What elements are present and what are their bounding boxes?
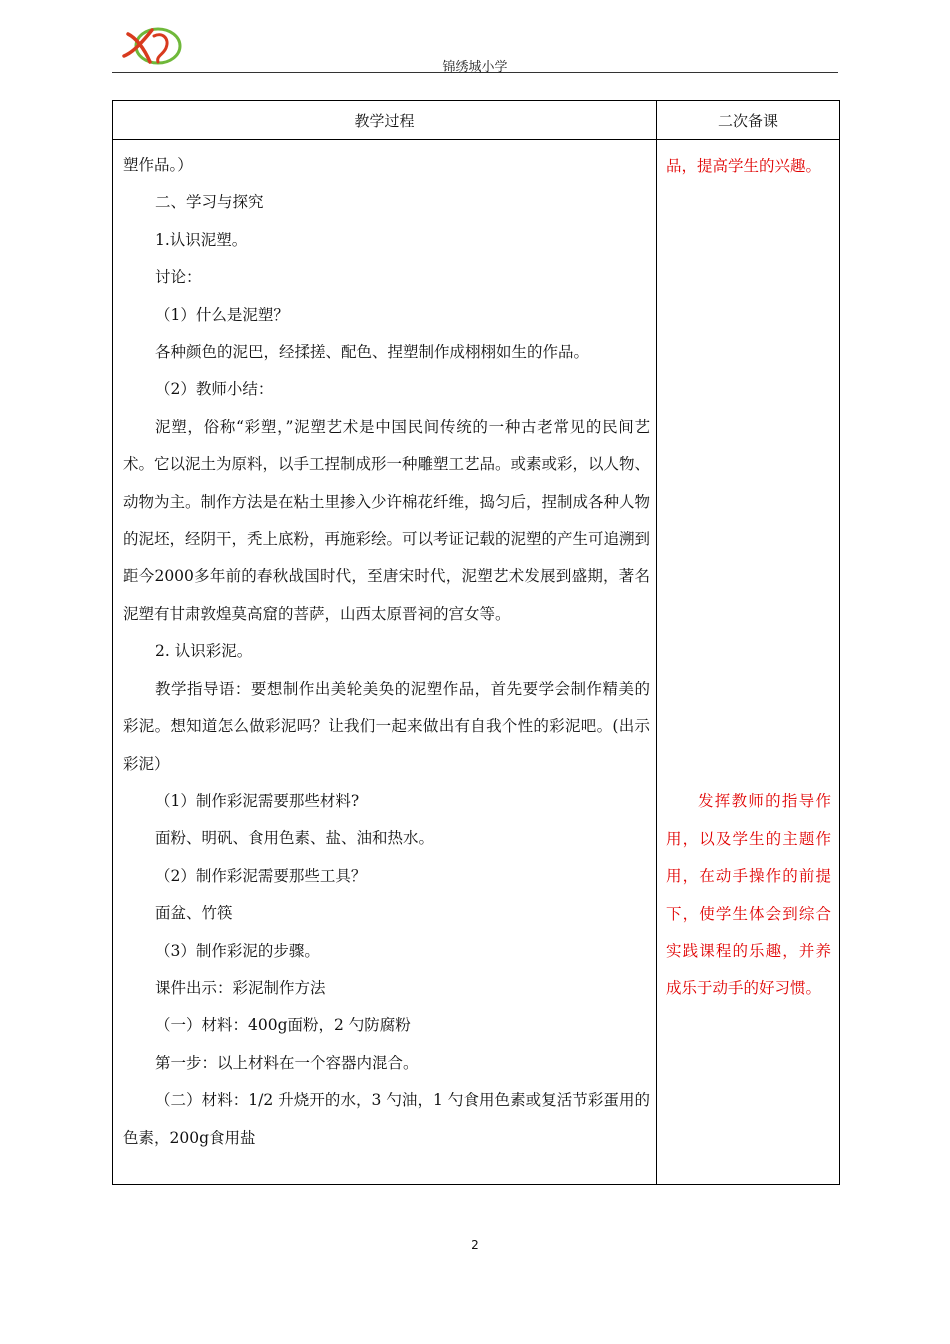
side-note: 发挥教师的指导作用，以及学生的主题作用，在动手操作的前提下，使学生体会到综合实践课程的乐趣，并养成乐于动手的好习惯。 bbox=[666, 792, 831, 998]
section-heading: 二、学习与探究 bbox=[155, 193, 264, 212]
col-side-header: 二次备课 bbox=[657, 101, 840, 140]
subsection-heading: 2. 认识彩泥。 bbox=[155, 642, 253, 661]
header-rule bbox=[112, 72, 838, 73]
subsection-heading: 1.认识泥塑。 bbox=[155, 230, 248, 249]
question: （2）教师小结： bbox=[155, 380, 274, 399]
teaching-process-cell bbox=[113, 140, 657, 1185]
lesson-table bbox=[112, 100, 840, 1185]
second-preparation-cell bbox=[657, 140, 840, 1185]
question: （1）什么是泥塑？ bbox=[155, 305, 289, 324]
page-number: 2 bbox=[471, 1238, 479, 1252]
paragraph: 塑作品。） bbox=[123, 156, 193, 174]
col-main-header: 教学过程 bbox=[113, 101, 657, 140]
table-body-row bbox=[113, 140, 840, 1185]
paragraph: 讨论： bbox=[155, 268, 202, 287]
table-header-row bbox=[113, 101, 840, 140]
question: （2）制作彩泥需要那些工具？ bbox=[155, 866, 367, 885]
paragraph: 泥塑，俗称“彩塑，”泥塑艺术是中国民间传统的一种古老常见的民间艺术。它以泥土为原料，以手工捏制成形一种雕塑工艺品。或素或彩，以人物、动物为主。制作方法是在粘土里掺入少许棉花纤维，捣匀后，捏制成各种人物的泥坯，经阴干，秃上底粉，再施彩绘。可以考证记载的泥塑的产生可追溯到距今2000多年前的春秋战国时代，至唐宋时代，泥塑艺术发展到盛期，著名泥塑有甘肃敦煌莫高窟的菩萨，山西太原晋祠的宫女等。 bbox=[123, 417, 651, 623]
school-name: 锦绣城小学 bbox=[442, 60, 508, 75]
question: （1）制作彩泥需要那些材料? bbox=[155, 791, 360, 810]
paragraph: 面粉、明矾、食用色素、盐、油和热水。 bbox=[155, 829, 435, 848]
paragraph: 课件出示：彩泥制作方法 bbox=[155, 978, 326, 997]
paragraph: 第一步：以上材料在一个容器内混合。 bbox=[155, 1053, 419, 1072]
paragraph: （一）材料：400g面粉，2 勺防腐粉 bbox=[155, 1016, 411, 1035]
question: （3）制作彩泥的步骤。 bbox=[155, 941, 320, 960]
side-note: 品，提高学生的兴趣。 bbox=[666, 157, 822, 175]
paragraph: 面盆、竹筷 bbox=[155, 904, 233, 923]
paragraph: （二）材料：1/2 升烧开的水，3 勺油，1 勺食用色素或复活节彩蛋用的色素，200g食用盐 bbox=[123, 1091, 650, 1147]
paragraph: 各种颜色的泥巴，经揉搓、配色、捏塑制作成栩栩如生的作品。 bbox=[155, 343, 590, 362]
paragraph: 教学指导语：要想制作出美轮美奂的泥塑作品，首先要学会制作精美的彩泥。想知道怎么做彩泥吗？让我们一起来做出有自我个性的彩泥吧。(出示彩泥） bbox=[123, 679, 650, 773]
